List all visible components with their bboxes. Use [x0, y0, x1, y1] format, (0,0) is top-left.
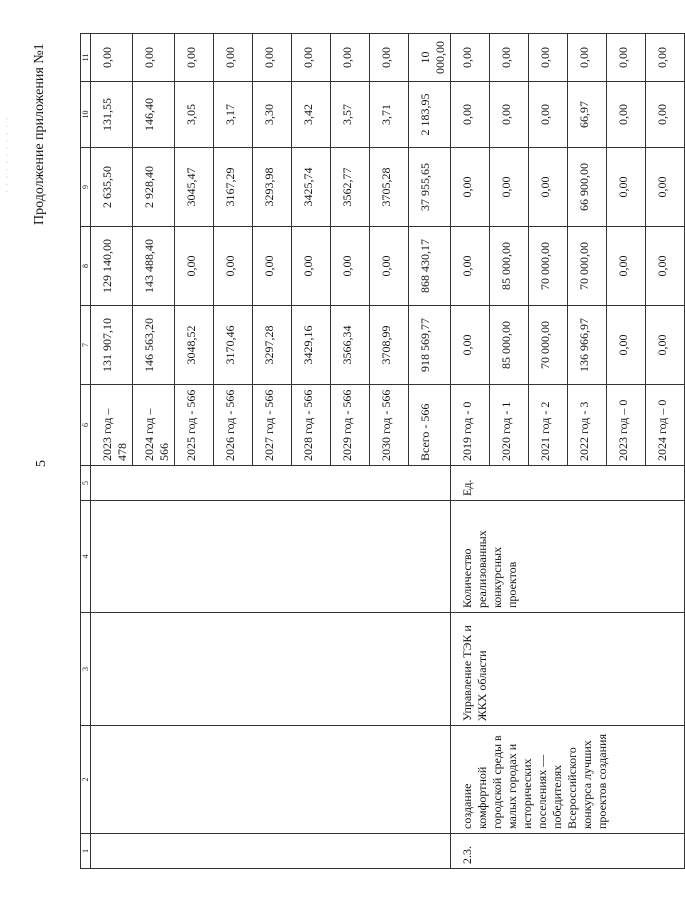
value-cell: 3,71 [370, 82, 409, 148]
value-cell: 3048,52 [175, 306, 214, 385]
value-cell: 146,40 [133, 82, 175, 148]
value-cell: 0,00 [490, 34, 529, 82]
column-number: 2 [81, 726, 91, 834]
item-number: 2.3. [451, 834, 685, 869]
column-number: 3 [81, 613, 91, 726]
year-cell: 2023 год – 0 [607, 385, 646, 466]
event-name: создание комфортной городской среды в малых городах и исторических поселениях — победителях Всероссийского конкурса лучших проектов создания [451, 726, 685, 834]
year-cell: 2027 год - 566 [253, 385, 292, 466]
value-cell: 70 000,00 [529, 227, 568, 306]
value-cell: 3293,98 [253, 148, 292, 227]
column-number: 8 [81, 227, 91, 306]
value-cell: 136 966,97 [568, 306, 607, 385]
column-number: 9 [81, 148, 91, 227]
value-cell: 0,00 [529, 148, 568, 227]
value-cell: 129 140,00 [91, 227, 133, 306]
year-cell: 2028 год - 566 [292, 385, 331, 466]
cont-col-2 [91, 726, 451, 834]
page-number: 5 [34, 460, 49, 467]
cont-col-3 [91, 613, 451, 726]
value-cell: 0,00 [646, 82, 685, 148]
column-number: 6 [81, 385, 91, 466]
value-cell: 0,00 [175, 34, 214, 82]
value-cell: 3,17 [214, 82, 253, 148]
value-cell: 3297,28 [253, 306, 292, 385]
value-cell: 0,00 [451, 306, 490, 385]
year-cell: 2029 год - 566 [331, 385, 370, 466]
value-cell: 868 430,17 [409, 227, 451, 306]
year-cell: 2023 год – 478 [91, 385, 133, 466]
value-cell: 3429,16 [292, 306, 331, 385]
value-cell: 3425,74 [292, 148, 331, 227]
value-cell: 3,05 [175, 82, 214, 148]
value-cell: 66 900,00 [568, 148, 607, 227]
column-number: 1 [81, 834, 91, 869]
value-cell: 0,00 [370, 34, 409, 82]
value-cell: 0,00 [646, 227, 685, 306]
value-cell: 0,00 [451, 148, 490, 227]
year-cell: 2020 год - 1 [490, 385, 529, 466]
value-cell: 0,00 [253, 227, 292, 306]
value-cell: 3562,77 [331, 148, 370, 227]
value-cell: 0,00 [214, 34, 253, 82]
column-number: 11 [81, 34, 91, 82]
value-cell: 2 183,95 [409, 82, 451, 148]
column-number: 7 [81, 306, 91, 385]
value-cell: 0,00 [292, 227, 331, 306]
value-cell: 0,00 [607, 148, 646, 227]
indicator: Количество реализованных конкурсных проектов [451, 501, 685, 613]
table-row [451, 34, 490, 869]
value-cell: 3045,47 [175, 148, 214, 227]
year-cell: 2021 год - 2 [529, 385, 568, 466]
value-cell: 3,42 [292, 82, 331, 148]
year-cell: 2030 год - 566 [370, 385, 409, 466]
value-cell: 3167,29 [214, 148, 253, 227]
year-cell: 2026 год - 566 [214, 385, 253, 466]
value-cell: 0,00 [91, 34, 133, 82]
value-cell: 131,55 [91, 82, 133, 148]
value-cell: 0,00 [607, 82, 646, 148]
year-cell: 2022 год - 3 [568, 385, 607, 466]
value-cell: 3,57 [331, 82, 370, 148]
value-cell: 0,00 [568, 34, 607, 82]
cont-col-1 [91, 834, 451, 869]
value-cell: 0,00 [253, 34, 292, 82]
value-cell: 0,00 [646, 306, 685, 385]
value-cell: 3705,28 [370, 148, 409, 227]
column-number: 4 [81, 501, 91, 613]
value-cell: 0,00 [646, 148, 685, 227]
value-cell: 131 907,10 [91, 306, 133, 385]
value-cell: 85 000,00 [490, 306, 529, 385]
column-number: 5 [81, 466, 91, 501]
cont-col-4 [91, 501, 451, 613]
value-cell: 70 000,00 [568, 227, 607, 306]
value-cell: 0,00 [490, 82, 529, 148]
year-cell: 2024 год – 566 [133, 385, 175, 466]
cont-col-5 [91, 466, 451, 501]
program-table [80, 33, 685, 869]
value-cell: 3,30 [253, 82, 292, 148]
value-cell: 0,00 [175, 227, 214, 306]
value-cell: 0,00 [133, 34, 175, 82]
value-cell: 143 488,40 [133, 227, 175, 306]
value-cell: 146 563,20 [133, 306, 175, 385]
value-cell: 0,00 [451, 82, 490, 148]
executor: Управление ТЭК и ЖКХ области [451, 613, 685, 726]
year-cell: 2025 год - 566 [175, 385, 214, 466]
value-cell: 0,00 [607, 306, 646, 385]
year-cell: 2019 год - 0 [451, 385, 490, 466]
table-row [91, 34, 133, 869]
value-cell: 3566,34 [331, 306, 370, 385]
appendix-title: Продолжение приложения №1 [32, 43, 47, 225]
column-number: 10 [81, 82, 91, 148]
value-cell: 37 955,65 [409, 148, 451, 227]
value-cell: 2 928,40 [133, 148, 175, 227]
unit: Ед. [451, 466, 685, 501]
value-cell: 2 635,50 [91, 148, 133, 227]
value-cell: 3708,99 [370, 306, 409, 385]
value-cell: 0,00 [646, 34, 685, 82]
value-cell: 66,97 [568, 82, 607, 148]
value-cell: 0,00 [451, 227, 490, 306]
value-cell: 0,00 [490, 148, 529, 227]
column-number-row [81, 34, 91, 869]
value-cell: 0,00 [607, 227, 646, 306]
year-cell: Всего - 566 [409, 385, 451, 466]
value-cell: 0,00 [370, 227, 409, 306]
year-cell: 2024 год – 0 [646, 385, 685, 466]
value-cell: 0,00 [529, 34, 568, 82]
value-cell: 0,00 [529, 82, 568, 148]
value-cell: 85 000,00 [490, 227, 529, 306]
value-cell: 918 569,77 [409, 306, 451, 385]
value-cell: 0,00 [451, 34, 490, 82]
value-cell: 0,00 [331, 34, 370, 82]
value-cell: 3170,46 [214, 306, 253, 385]
value-cell: 0,00 [331, 227, 370, 306]
value-cell: 0,00 [214, 227, 253, 306]
value-cell: 0,00 [607, 34, 646, 82]
faint-header-text: · · · · · · · · · · · [2, 116, 12, 193]
value-cell: 10 000,00 [409, 34, 451, 82]
value-cell: 70 000,00 [529, 306, 568, 385]
value-cell: 0,00 [292, 34, 331, 82]
